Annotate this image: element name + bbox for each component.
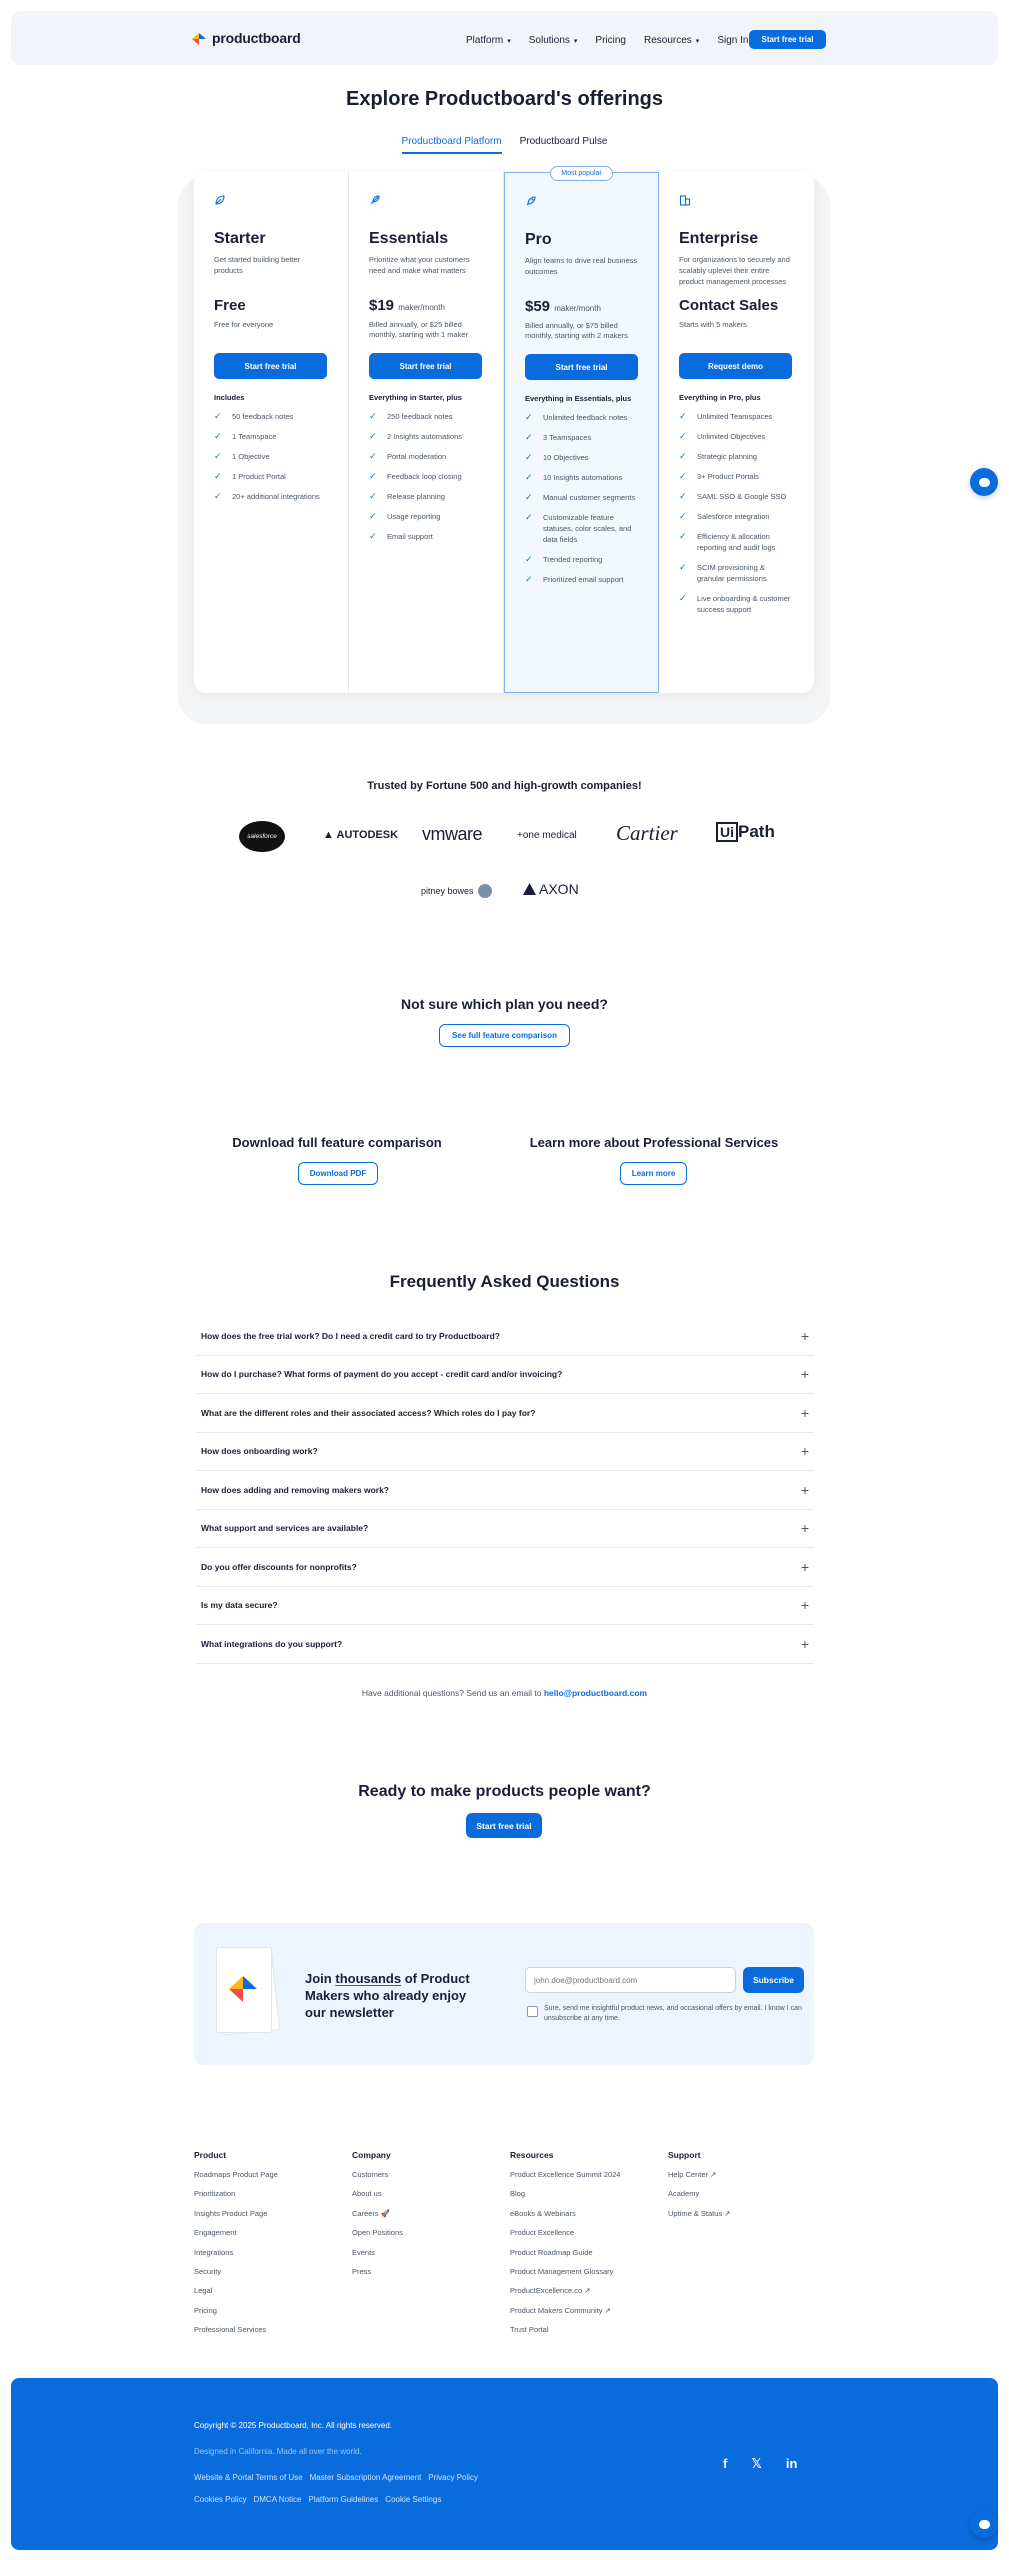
faq-question: How does onboarding work? [201, 1446, 318, 1457]
title-part: Join [305, 1971, 332, 1986]
check-icon: ✓ [214, 471, 222, 481]
footer-link[interactable]: Trust Portal [510, 2325, 549, 2335]
footer-col-resources [510, 2150, 660, 2345]
footer-link[interactable]: Product Excellence [510, 2228, 575, 2238]
feature-label: Customizable feature statuses, color scales, and data fields [543, 513, 632, 544]
faq-item[interactable] [196, 1433, 814, 1472]
plus-icon: + [800, 1366, 809, 1383]
feature-label: Unlimited Objectives [697, 432, 766, 441]
check-icon: ✓ [679, 411, 687, 421]
feature-item [525, 574, 638, 585]
plan-description: Align teams to drive real business outcomes [525, 256, 638, 276]
top-nav [11, 11, 998, 65]
footer-link[interactable]: Help Center ↗ [668, 2170, 717, 2179]
price-value: Free [214, 297, 246, 314]
plan-name: Essentials [369, 230, 449, 247]
plan-includes-heading: Everything in Starter, plus [369, 393, 462, 402]
nav-platform[interactable] [466, 35, 511, 46]
faq-item[interactable] [196, 1394, 814, 1433]
check-icon: ✓ [214, 491, 222, 501]
feature-item [369, 431, 483, 442]
footer-link[interactable]: Product Roadmap Guide [510, 2247, 593, 2257]
price-unit: maker/month [554, 304, 601, 313]
footer-link[interactable]: Academy [668, 2189, 700, 2199]
feature-item [679, 511, 794, 522]
feature-label: 250 feedback notes [387, 412, 453, 421]
faq-heading: Frequently Asked Questions [389, 1272, 620, 1291]
plus-icon: + [800, 1327, 809, 1344]
feature-item [214, 471, 328, 482]
logo-text: pitney bowes [421, 886, 474, 896]
legal-link[interactable]: Cookies Policy [194, 2495, 247, 2504]
plan-includes-heading: Everything in Pro, plus [679, 393, 761, 402]
feature-item [679, 491, 794, 502]
feature-label: 50 feedback notes [232, 412, 294, 421]
check-icon: ✓ [679, 531, 687, 541]
salesforce-logo: salesforce [239, 821, 285, 852]
plan-enterprise [659, 172, 814, 693]
ready-heading: Ready to make products people want? [358, 1783, 651, 1800]
footer-col-title: Resources [510, 2150, 554, 2160]
faq-note-text: Have additional questions? Send us an email to [361, 1688, 542, 1698]
feature-item [525, 492, 638, 503]
check-icon: ✓ [525, 432, 533, 442]
feature-item [525, 512, 638, 545]
chevron-down-icon: ▾ [507, 37, 511, 45]
feature-label: 3+ Product Portals [697, 472, 759, 481]
facebook-icon[interactable]: f [723, 2456, 728, 2471]
faq-list [196, 1317, 814, 1664]
title-emphasis: thousands [335, 1971, 402, 1986]
check-icon: ✓ [525, 554, 533, 564]
support-email-link[interactable]: hello@productboard.com [543, 1688, 648, 1698]
feature-label: 2 Insights automations [387, 432, 463, 441]
plan-includes-heading: Includes [214, 393, 245, 402]
nav-label: Platform [466, 35, 504, 46]
services-heading: Learn more about Professional Services [529, 1135, 779, 1150]
feature-item [214, 451, 328, 462]
feature-item [679, 451, 794, 462]
cartier-logo: Cartier [616, 821, 678, 845]
subscribe-button[interactable]: Subscribe [743, 1967, 804, 1993]
check-icon: ✓ [369, 471, 377, 481]
rocket-icon [525, 195, 638, 209]
faq-item[interactable] [196, 1356, 814, 1395]
chat-bubble-icon [979, 478, 990, 487]
feature-label: SCIM provisioning & granular permissions [697, 563, 767, 583]
legal-link[interactable]: Website & Portal Terms of Use [194, 2473, 303, 2482]
consent-text: Sure, send me insightful product news, and occasional offers by email. I know I can unsubscribe at any time. [544, 2005, 802, 2022]
feature-label: Usage reporting [387, 512, 441, 521]
compare-heading: Not sure which plan you need? [401, 996, 608, 1012]
check-icon: ✓ [369, 451, 377, 461]
feature-label: Prioritized email support [543, 575, 624, 584]
feature-item [369, 511, 483, 522]
footer-col-product [194, 2150, 344, 2345]
feature-item [525, 472, 638, 483]
check-icon: ✓ [369, 431, 377, 441]
feature-item [369, 411, 483, 422]
logo-text: AXON [539, 881, 579, 897]
faq-item[interactable] [196, 1510, 814, 1549]
footer-link[interactable]: Product Management Glossary [510, 2266, 614, 2276]
plus-icon: + [800, 1635, 809, 1652]
productboard-logo[interactable] [192, 30, 301, 46]
footer-link[interactable]: Events [352, 2247, 375, 2257]
feature-label: 10 Insights automations [543, 473, 623, 482]
feature-label: 1 Product Portal [232, 472, 286, 481]
feature-label: Manual customer segments [543, 493, 636, 502]
plan-description: For organizations to securely and scalably uplevel their entire product management processes [679, 255, 790, 286]
plan-name: Enterprise [679, 230, 759, 247]
uipath-logo: Ui Path [716, 822, 775, 842]
pricing-table [194, 172, 814, 693]
check-icon: ✓ [525, 412, 533, 422]
footer-link[interactable]: Engagement [194, 2228, 237, 2238]
feature-item [525, 412, 638, 423]
check-icon: ✓ [214, 431, 222, 441]
check-icon: ✓ [525, 472, 533, 482]
footer-col-title: Support [668, 2150, 701, 2160]
footer-link[interactable]: Insights Product Page [194, 2208, 268, 2218]
check-icon: ✓ [679, 593, 687, 603]
feature-item [679, 531, 794, 553]
feature-item [369, 451, 483, 462]
nav-label: Solutions [528, 35, 570, 46]
faq-question: Is my data secure? [201, 1600, 278, 1611]
footer-link[interactable]: Prioritization [194, 2189, 236, 2199]
plan-description: Get started building better products [214, 255, 301, 275]
check-icon: ✓ [369, 531, 377, 541]
check-icon: ✓ [679, 491, 687, 501]
check-icon: ✓ [679, 451, 687, 461]
chat-widget-button-footer[interactable] [970, 2510, 998, 2538]
nav-label: Pricing [595, 35, 626, 46]
download-heading: Download full feature comparison [232, 1135, 442, 1150]
plus-icon: + [800, 1597, 809, 1614]
check-icon: ✓ [679, 562, 687, 572]
faq-contact-note [0, 1688, 1009, 1698]
plan-name: Pro [525, 231, 552, 248]
check-icon: ✓ [525, 512, 533, 522]
footer-col-title: Product [194, 2150, 227, 2160]
legal-link[interactable]: Cookie Settings [385, 2495, 442, 2504]
tab-productboard-pulse[interactable]: Productboard Pulse [519, 136, 608, 147]
footer-link[interactable]: eBooks & Webinars [510, 2208, 576, 2218]
feature-item [369, 471, 483, 482]
footer-link[interactable]: About us [352, 2189, 382, 2199]
feature-label: 20+ additional integrations [232, 492, 320, 501]
footer-link[interactable]: Customers [352, 2170, 389, 2179]
footer-link[interactable]: Security [194, 2266, 222, 2276]
faq-question: What support and services are available? [201, 1523, 369, 1534]
trusted-heading: Trusted by Fortune 500 and high-growth companies! [367, 780, 642, 792]
price-value: $59 [525, 298, 551, 315]
vmware-logo: vmware [422, 824, 483, 844]
plan-price [369, 297, 483, 316]
faq-question: Do you offer discounts for nonprofits? [201, 1561, 357, 1572]
check-icon: ✓ [525, 492, 533, 502]
feature-item [214, 431, 328, 442]
feature-item [679, 593, 794, 615]
price-value: $19 [369, 297, 395, 314]
autodesk-logo: ▲ AUTODESK [323, 829, 399, 841]
logo-text: AUTODESK [336, 829, 399, 841]
check-icon: ✓ [679, 471, 687, 481]
legal-link[interactable]: Privacy Policy [428, 2473, 479, 2482]
footer-col-support [668, 2150, 818, 2228]
plan-essentials [349, 172, 504, 693]
feature-item [214, 491, 328, 502]
newsletter-title [305, 1970, 475, 2021]
feature-item [525, 554, 638, 565]
check-icon: ✓ [679, 431, 687, 441]
ready-trial-button[interactable]: Start free trial [466, 1813, 542, 1838]
legal-link[interactable]: DMCA Notice [253, 2495, 302, 2504]
social-links [723, 2456, 797, 2472]
feature-label: 10 Objectives [543, 453, 589, 462]
brand-name: productboard [212, 30, 301, 46]
plan-name: Starter [214, 230, 266, 247]
plan-pro [504, 172, 659, 693]
axon-logo [523, 881, 579, 897]
legal-links-row-1 [194, 2473, 478, 2482]
copyright: Copyright © 2025 Productboard, Inc. All rights reserved. [194, 2421, 392, 2430]
plan-billing: Billed annually, or $75 billed monthly, starting with 2 makers [525, 321, 628, 340]
offering-tabs [0, 136, 1009, 154]
nav-label: Resources [643, 35, 692, 46]
feature-item [679, 471, 794, 482]
feather-icon [369, 194, 483, 208]
footer-col-title: Company [352, 2150, 391, 2160]
faq-question: What integrations do you support? [201, 1638, 343, 1649]
faq-item[interactable] [196, 1625, 814, 1664]
check-icon: ✓ [369, 411, 377, 421]
footer-tagline: Designed in California. Made all over the world. [194, 2447, 362, 2456]
nav-start-trial-button[interactable]: Start free trial [749, 30, 826, 49]
legal-link[interactable]: Platform Guidelines [308, 2495, 379, 2504]
feature-label: Live onboarding & customer success support [697, 594, 791, 614]
nav-sign-in[interactable] [717, 35, 748, 46]
feature-label: 3 Teamspaces [543, 433, 592, 442]
feature-label: Strategic planning [697, 452, 758, 461]
feature-item [679, 562, 794, 584]
feature-item [214, 411, 328, 422]
faq-question: How do I purchase? What forms of payment do you accept - credit card and/or invoicing? [201, 1369, 563, 1380]
nav-resources[interactable] [644, 35, 699, 46]
footer-link[interactable]: Pricing [194, 2305, 217, 2315]
feature-label: Unlimited feedback notes [543, 413, 628, 422]
feature-label: SAML SSO & Google SSO [697, 492, 787, 501]
see-comparison-button[interactable]: See full feature comparison [439, 1024, 570, 1047]
plan-billing: Free for everyone [214, 320, 274, 329]
feature-label: Release planning [387, 492, 445, 501]
feature-item [679, 411, 794, 422]
legal-link[interactable]: Master Subscription Agreement [309, 2473, 422, 2482]
page-title: Explore Productboard's offerings [345, 88, 664, 110]
footer-link[interactable]: Open Positions [352, 2228, 403, 2238]
plan-price [525, 298, 638, 317]
tab-productboard-platform[interactable]: Productboard Platform [402, 136, 502, 154]
footer-link[interactable]: Professional Services [194, 2325, 267, 2335]
plan-billing: Starts with 5 makers [679, 320, 747, 329]
faq-question: How does adding and removing makers work? [201, 1484, 389, 1495]
faq-item[interactable] [196, 1587, 814, 1626]
essentials-trial-button[interactable]: Start free trial [369, 353, 482, 379]
newsletter-section [194, 1923, 814, 2065]
plan-price [214, 297, 328, 316]
footer-col-company [352, 2150, 502, 2286]
consent-checkbox[interactable] [527, 2006, 538, 2017]
faq-question: What are the different roles and their associated access? Which roles do I pay for? [201, 1407, 536, 1418]
starter-trial-button[interactable]: Start free trial [214, 353, 327, 379]
one-medical-logo: +one medical [517, 830, 577, 841]
chat-bubble-icon [979, 2520, 990, 2529]
footer-link[interactable]: Integrations [194, 2247, 234, 2257]
check-icon: ✓ [369, 491, 377, 501]
nav-pricing[interactable] [595, 35, 626, 46]
feature-label: 1 Objective [232, 452, 270, 461]
footer-link[interactable]: Product Makers Community ↗ [510, 2305, 611, 2315]
plus-icon: + [800, 1404, 809, 1421]
productboard-logo-icon [192, 32, 206, 44]
check-icon: ✓ [214, 451, 222, 461]
plus-icon: + [800, 1558, 809, 1575]
feature-label: Trended reporting [543, 555, 603, 564]
plus-icon: + [800, 1443, 809, 1460]
plus-icon: + [800, 1520, 809, 1537]
plan-price [679, 297, 794, 316]
leaf-icon [214, 194, 328, 208]
feature-item [679, 431, 794, 442]
feature-label: Unlimited Teamspaces [697, 412, 773, 421]
price-unit: maker/month [398, 303, 445, 312]
plan-starter [194, 172, 349, 693]
feature-label: Feedback loop closing [387, 472, 462, 481]
request-demo-button[interactable]: Request demo [679, 353, 792, 379]
check-icon: ✓ [369, 511, 377, 521]
footer-bottom-bar [11, 2378, 998, 2550]
x-twitter-icon[interactable]: 𝕏 [751, 2456, 762, 2471]
chevron-down-icon: ▾ [695, 37, 700, 45]
footer-link[interactable]: Press [352, 2266, 372, 2276]
newsletter-illustration [216, 1947, 272, 2033]
feature-item [369, 531, 483, 542]
learn-more-button[interactable]: Learn more [620, 1162, 687, 1185]
footer-link[interactable]: ProductExcellence.co ↗ [510, 2286, 591, 2296]
pitney-bowes-logo [421, 884, 492, 898]
feature-label: Portal moderation [387, 452, 447, 461]
footer-link[interactable]: Blog [510, 2189, 526, 2199]
chat-widget-button[interactable] [970, 468, 998, 496]
check-icon: ✓ [525, 452, 533, 462]
footer-link[interactable]: Roadmaps Product Page [194, 2170, 278, 2179]
nav-solutions[interactable] [529, 35, 578, 46]
faq-item[interactable] [196, 1317, 814, 1356]
pro-trial-button[interactable]: Start free trial [525, 354, 638, 380]
feature-item [369, 491, 483, 502]
check-icon: ✓ [214, 411, 222, 421]
linkedin-icon[interactable]: in [785, 2456, 798, 2471]
faq-item[interactable] [196, 1548, 814, 1587]
building-icon [679, 194, 794, 208]
download-pdf-button[interactable]: Download PDF [298, 1162, 378, 1185]
plan-description: Prioritize what your customers need and make what matters [369, 255, 470, 275]
feature-label: Salesforce integration [697, 512, 770, 521]
logo-text: one medical [522, 830, 577, 841]
feature-item [525, 432, 638, 443]
feature-label: 1 Teamspace [232, 432, 277, 441]
legal-links-row-2 [194, 2495, 441, 2504]
faq-item[interactable] [196, 1471, 814, 1510]
feature-label: Efficiency & allocation reporting and audit logs [697, 532, 776, 552]
chevron-down-icon: ▾ [573, 37, 578, 45]
price-value: Contact Sales [679, 297, 779, 314]
footer-link[interactable]: Uptime & Status ↗ [668, 2208, 731, 2218]
check-icon: ✓ [679, 511, 687, 521]
plus-icon: + [800, 1481, 809, 1498]
faq-question: How does the free trial work? Do I need a credit card to try Productboard? [201, 1330, 500, 1341]
check-icon: ✓ [525, 574, 533, 584]
newsletter-email-input[interactable] [525, 1967, 736, 1993]
title-part: of Product Makers who already enjoy our newsletter [305, 1971, 470, 2020]
plan-billing: Billed annually, or $25 billed monthly, starting with 1 maker [369, 320, 469, 339]
feature-label: Email support [387, 532, 433, 541]
plan-includes-heading: Everything in Essentials, plus [525, 394, 632, 403]
footer-link[interactable]: Legal [194, 2286, 213, 2296]
footer-link[interactable]: Product Excellence Summit 2024 [510, 2170, 621, 2179]
footer-link[interactable]: Careers 🚀 [352, 2208, 391, 2218]
most-popular-badge: Most popular [550, 166, 613, 181]
feature-item [525, 452, 638, 463]
nav-label: Sign In [717, 35, 749, 46]
